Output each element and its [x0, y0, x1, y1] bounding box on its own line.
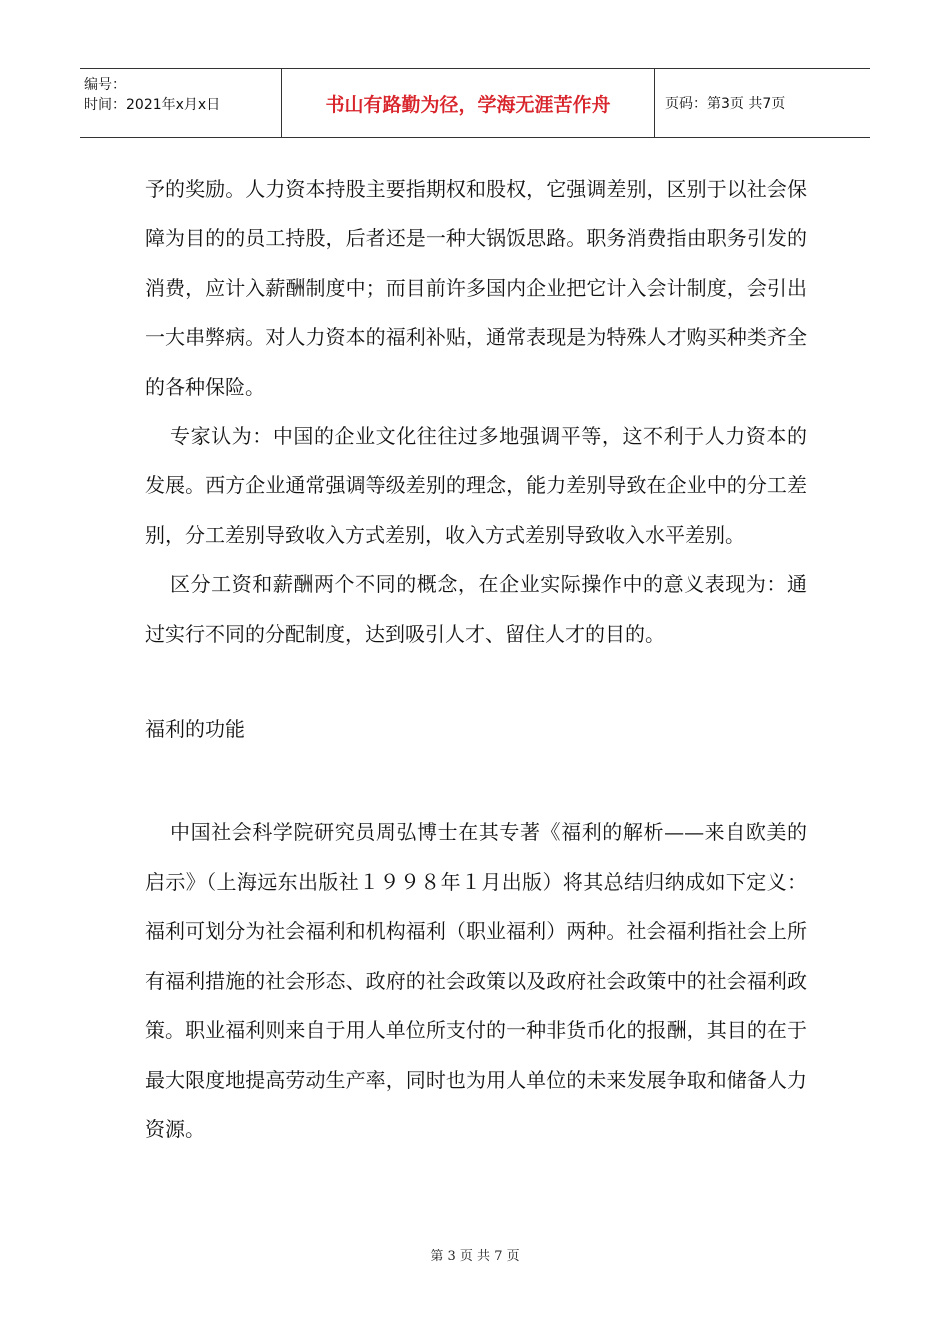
page-header: [80, 68, 870, 138]
header-meta: [80, 69, 282, 137]
body-paragraph-2: 专家认为：中国的企业文化往往过多地强调平等，这不利于人力资本的发展。西方企业通常强调等级差别的理念，能力差别导致在企业中的分工差别，分工差别导致收入方式差别，收入方式差别导致收入水平差别。: [145, 424, 807, 547]
spacer: [145, 754, 807, 808]
document-body: [145, 165, 807, 1154]
document-time-label: 时间：2021年x月x日: [84, 97, 221, 113]
page-footer: 第 3 页 共 7 页: [430, 1249, 520, 1264]
document-number-label: 编号：: [84, 77, 126, 93]
header-page-number: 页码：第3页 共7页: [665, 96, 786, 112]
body-paragraph-3: 区分工资和薪酬两个不同的概念，在企业实际操作中的意义表现为：通过实行不同的分配制度，达到吸引人才、留住人才的目的。: [145, 572, 807, 646]
header-motto: 书山有路勤为径，学海无涯苦作舟: [282, 69, 655, 137]
body-paragraph-1: 予的奖励。人力资本持股主要指期权和股权，它强调差别，区别于以社会保障为目的的员工持股，后者还是一种大锅饭思路。职务消费指由职务引发的消费，应计入薪酬制度中；而目前许多国内企业把它计入会计制度，会引出一大串弊病。对人力资本的福利补贴，通常表现是为特殊人才购买种类齐全的各种保险。: [145, 177, 807, 399]
section-paragraph: 中国社会科学院研究员周弘博士在其专著《福利的解析——来自欧美的启示》（上海远东出版社１９９８年１月出版）将其总结归纳成如下定义：福利可划分为社会福利和机构福利（职业福利）两种。社会福利指社会上所有福利措施的社会形态、政府的社会政策以及政府社会政策中的社会福利政策。职业福利则来自于用人单位所支付的一种非货币化的报酬，其目的在于最大限度地提高劳动生产率，同时也为用人单位的未来发展争取和储备人力资源。: [145, 820, 807, 1141]
spacer: [145, 659, 807, 705]
section-heading: 福利的功能: [145, 717, 245, 742]
